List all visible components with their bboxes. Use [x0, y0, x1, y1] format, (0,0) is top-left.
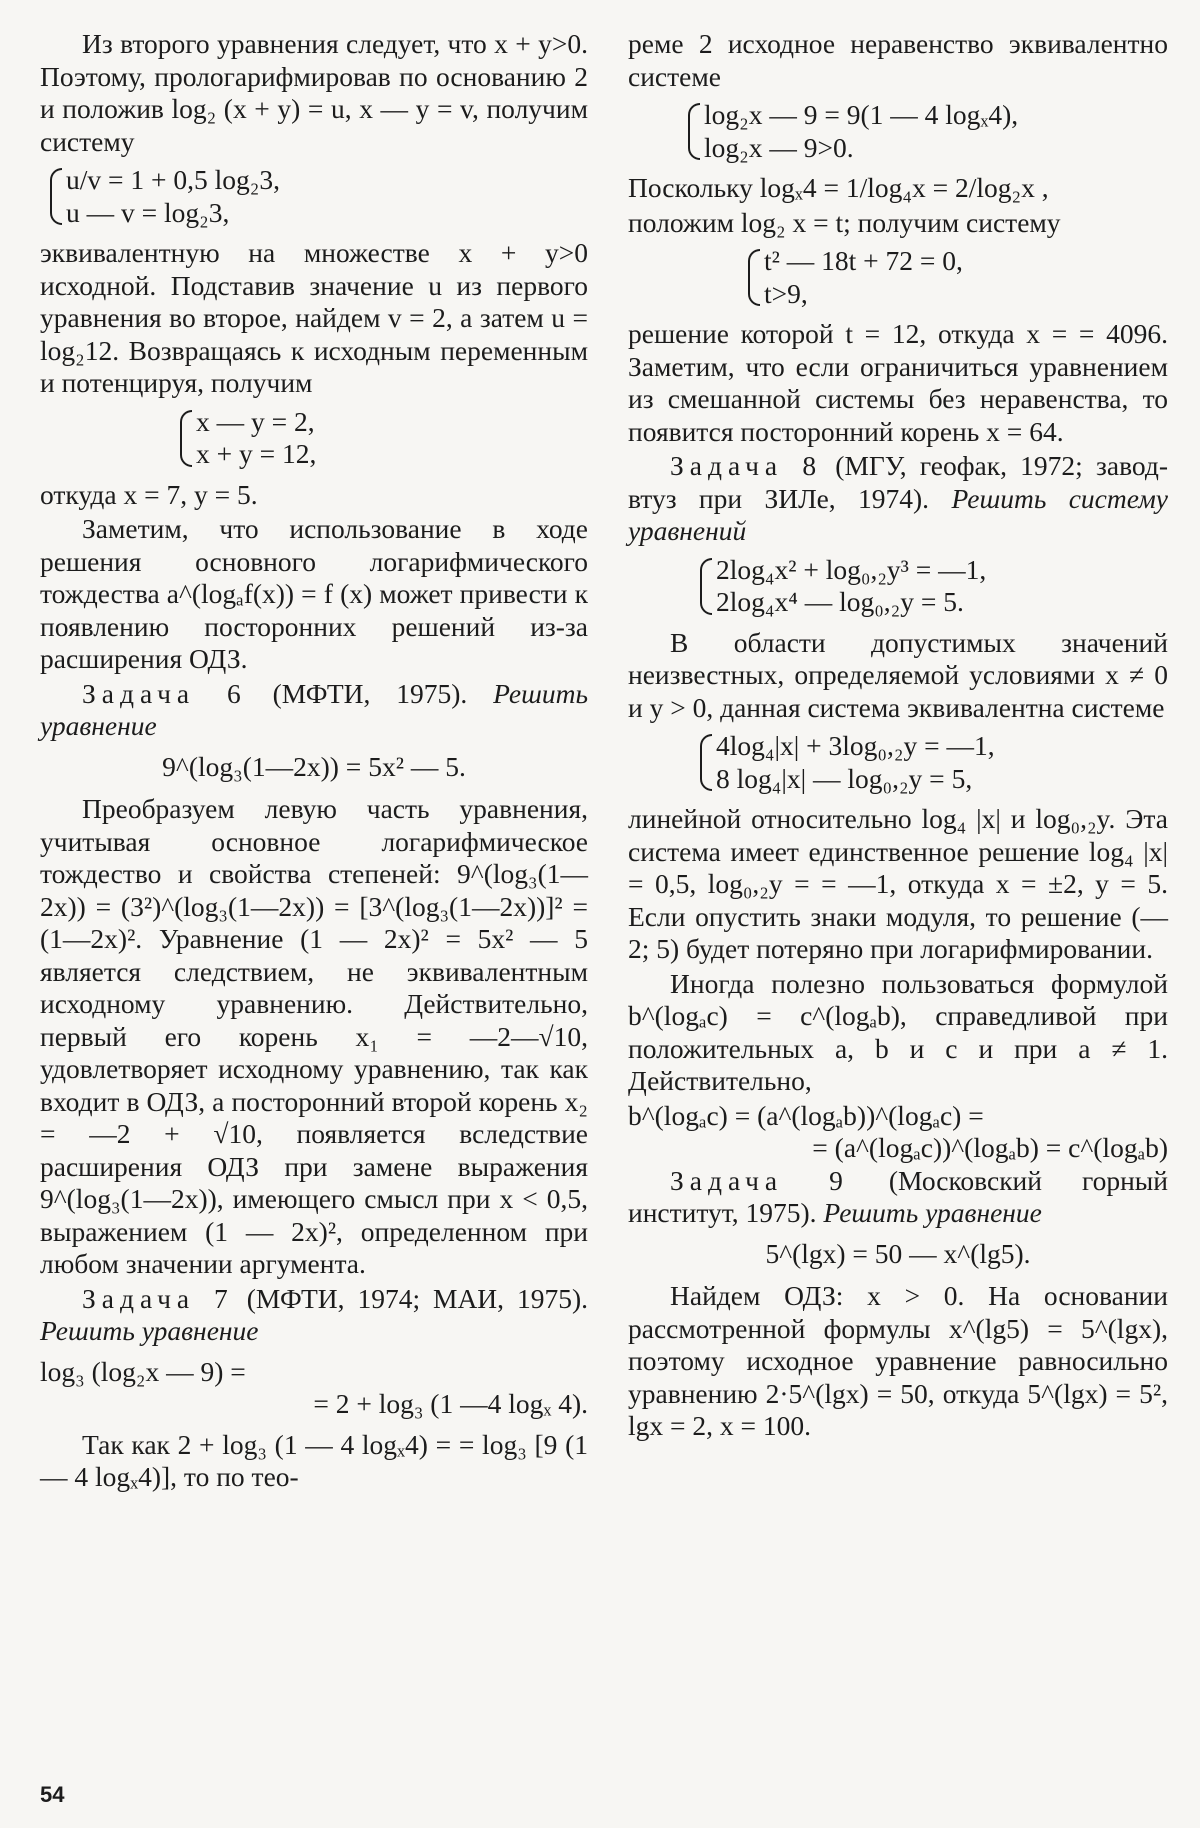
task-command: Решить уравнение — [40, 1315, 259, 1346]
task-label: Задача 8 — [670, 450, 823, 481]
task-heading — [628, 450, 1168, 548]
task-source: (МГУ, геофак, 1972; завод-втуз при ЗИЛе, 1974). — [628, 450, 1168, 514]
equation-line: t² — 18t + 72 = 0, — [764, 245, 963, 276]
paragraph: положим log₂ x = t; получим систему — [628, 206, 1061, 238]
task-command: Решить уравнение — [40, 677, 589, 741]
equation-system — [678, 99, 1168, 164]
left-column — [40, 28, 588, 1496]
equation-line: 4log₄|x| + 3log₀,₂y = —1, — [716, 730, 995, 761]
paragraph: В области допустимых значений неизвестных, определяемой условиями x ≠ 0 и y > 0, данная система эквивалентна системе — [628, 626, 1168, 723]
equation-line: = 2 + log₃ (1 —4 logₓ 4). — [313, 1388, 588, 1419]
task-source: (МФТИ, 1974; МАИ, 1975). — [246, 1282, 588, 1314]
equation: 9^(log₃(1—2x)) = 5x² — 5. — [162, 750, 466, 782]
page-number: 54 — [40, 1782, 65, 1807]
equation-line: x + y = 12, — [196, 438, 317, 469]
equation-line: log₂x — 9>0. — [704, 131, 854, 163]
equation-system — [40, 164, 588, 229]
right-column — [628, 28, 1168, 1445]
equation-system — [738, 245, 1168, 310]
paragraph: решение которой t = 12, откуда x = = 4096. Заметим, что если ограничиться уравнением из смешанной системы без неравенства, то появится посторонний корень x = 64. — [628, 318, 1168, 447]
task-heading — [628, 1165, 1168, 1230]
task-command: Решить систему уравнений — [628, 482, 1168, 546]
paragraph: реме 2 исходное неравенство эквивалентно системе — [628, 28, 1168, 92]
task-heading — [40, 1283, 588, 1348]
paragraph: Поскольку logₓ4 = 1/log₄x = 2/log₂x , — [628, 172, 1049, 203]
equation-system — [690, 554, 1168, 619]
paragraph: откуда x = 7, y = 5. — [40, 478, 258, 510]
task-source: (Московский горный институт, 1975). — [628, 1164, 1169, 1228]
equation-line: log₂x — 9 = 9(1 — 4 logₓ4), — [704, 99, 1019, 130]
task-heading — [40, 678, 588, 743]
equation-line: = (a^(logₐc))^(logₐb) = c^(logₐb) — [812, 1132, 1168, 1163]
equation-line: u — v = log₂3, — [66, 196, 230, 228]
equation-system — [690, 730, 1168, 795]
equation-line: 2log₄x² + log₀,₂y³ = —1, — [716, 553, 987, 585]
paragraph: Найдем ОДЗ: x > 0. На основании рассмотренной формулы x^(lg5) = 5^(lgx), поэтому исходное уравнение равносильно уравнению 2·5^(lgx) = 50, откуда 5^(lgx) = 5², lgx = 2, x = 100. — [628, 1280, 1168, 1441]
paragraph: Преобразуем левую часть уравнения, учитывая основное логарифмическое тождество и свойства степеней: 9^(log₃(1—2x)) = (3²)^(log₃(1—2x)) = [3^(log₃(1—2x))]² = (1—2x)². Уравнение (1 — 2x)² = 5x² — 5 является следствием, не эквивалентным исходному уравнению. Действительно, первый его корень x₁ = —2—√10, удовлетворяет исходному уравнению, так как входит в ОДЗ, а посторонний второй корень x₂ = —2 + √10, появляется вследствие расширения ОДЗ при замене выражения 9^(log₃(1—2x)), имеющего смысл при x < 0,5, выражением (1 — 2x)², определенном при любом значении аргумента. — [40, 793, 588, 1279]
paragraph: линейной относительно log₄ |x| и log₀,₂y. Эта система имеет единственное решение log₄ |x| = 0,5, log₀,₂y = = —1, откуда x = ±2, y = 5. Если опустить знаки модуля, то решение (—2; 5) будет потеряно при логарифмировании. — [628, 803, 1168, 964]
task-label: Задача 6 — [82, 677, 247, 709]
paragraph: Так как 2 + log₃ (1 — 4 logₓ4) = = log₃ [9 (1 — 4 logₓ4)], то по тео- — [40, 1428, 588, 1492]
task-command: Решить уравнение — [823, 1197, 1042, 1228]
task-source: (МФТИ, 1975). — [272, 677, 468, 709]
paragraph: Заметим, что использование в ходе решения основного логарифмического тождества a^(logₐf(x)) = f (x) может привести к появлению посторонних решений из-за расширения ОДЗ. — [40, 513, 588, 674]
equation-line: 2log₄x⁴ — log₀,₂y = 5. — [716, 586, 964, 617]
paragraph: эквивалентную на множестве x + y>0 исходной. Подставив значение u из первого уравнения во второе, найдем v = 2, а затем u = log₂12. Возвращаясь к исходным переменным и потенцируя, получим — [40, 237, 588, 398]
equation: 5^(lgx) = 50 — x^(lg5). — [765, 1237, 1031, 1269]
paragraph: Из второго уравнения следует, что x + y>0. Поэтому, прологарифмировав по основанию 2 и положив log₂ (x + y) = u, x — y = v, получим систему — [40, 28, 588, 157]
equation-system — [170, 406, 588, 471]
equation-line: b^(logₐc) = (a^(logₐb))^(logₐc) = — [628, 1099, 984, 1131]
equation-line: t>9, — [764, 277, 808, 309]
equation-line: x — y = 2, — [196, 405, 315, 437]
equation-line: u/v = 1 + 0,5 log₂3, — [66, 164, 281, 195]
task-label: Задача 9 — [670, 1164, 849, 1196]
equation-line: 8 log₄|x| — log₀,₂y = 5, — [716, 762, 973, 794]
paragraph: Иногда полезно пользоваться формулой b^(logₐc) = c^(logₐb), справедливой при положительных a, b и c и при a ≠ 1. Действительно, — [628, 967, 1168, 1096]
task-label: Задача 7 — [82, 1282, 234, 1314]
equation-line: log₃ (log₂x — 9) = — [40, 1355, 246, 1387]
